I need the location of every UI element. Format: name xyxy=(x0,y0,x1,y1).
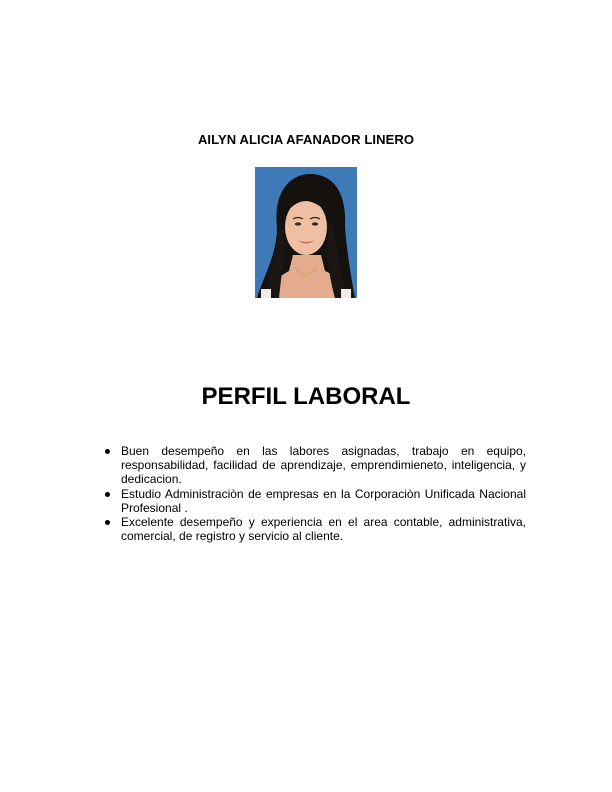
profile-photo xyxy=(255,167,357,298)
list-item-text: Buen desempeño en las labores asignadas, trabajo en equipo, responsabilidad, facilidad de aprendizaje, emprendimieneto, inteligencia, y dedicacion. xyxy=(121,444,526,487)
list-item-text: Estudio Administraciòn de empresas en la Corporaciòn Unificada Nacional Profesional . xyxy=(121,486,526,515)
bullet-icon xyxy=(105,449,110,454)
list-item-text: Excelente desempeño y experiencia en el area contable, administrativa, comercial, de registro y servicio al cliente. xyxy=(121,515,526,544)
portrait-image-icon xyxy=(255,167,357,298)
list-item xyxy=(103,515,526,543)
candidate-name: AILYN ALICIA AFANADOR LINERO xyxy=(197,132,415,147)
profile-bullet-list xyxy=(103,444,526,543)
bullet-icon xyxy=(105,520,110,525)
list-item xyxy=(103,444,526,487)
list-item xyxy=(103,487,526,515)
bullet-icon xyxy=(105,492,110,497)
section-title-perfil-laboral: PERFIL LABORAL xyxy=(201,383,411,410)
